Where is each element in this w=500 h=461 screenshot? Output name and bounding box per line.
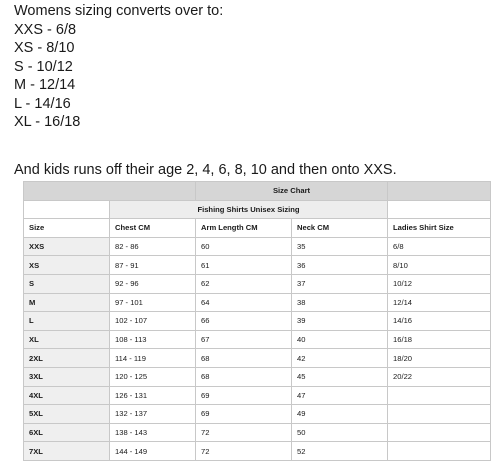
table-cell: 10/12: [388, 274, 491, 293]
table-cell: 114 - 119: [110, 349, 196, 368]
table-cell: 42: [292, 349, 388, 368]
table-cell: 72: [196, 442, 292, 461]
column-header: Size: [24, 219, 110, 238]
table-cell: 38: [292, 293, 388, 312]
table-cell: 6/8: [388, 237, 491, 256]
table-cell: 102 - 107: [110, 312, 196, 331]
size-chart-header-row: [24, 219, 491, 238]
size-label: 2XL: [24, 349, 110, 368]
table-cell: 64: [196, 293, 292, 312]
table-cell: 68: [196, 367, 292, 386]
womens-line: XL - 16/18: [14, 114, 81, 130]
womens-intro: Womens sizing converts over to:: [14, 3, 224, 19]
table-cell: 20/22: [388, 367, 491, 386]
table-cell: 82 - 86: [110, 237, 196, 256]
column-header: Chest CM: [110, 219, 196, 238]
size-label: XXS: [24, 237, 110, 256]
size-chart-title: Size Chart: [196, 182, 388, 201]
size-label: XS: [24, 256, 110, 275]
table-cell: 144 - 149: [110, 442, 196, 461]
column-header: Neck CM: [292, 219, 388, 238]
size-label: M: [24, 293, 110, 312]
table-cell: 36: [292, 256, 388, 275]
table-row: [24, 423, 491, 442]
size-label: 5XL: [24, 405, 110, 424]
table-cell: [388, 386, 491, 405]
table-cell: 68: [196, 349, 292, 368]
kids-sizing-note: And kids runs off their age 2, 4, 6, 8, 10 and then onto XXS.: [14, 162, 397, 178]
table-cell: 35: [292, 237, 388, 256]
table-cell: 8/10: [388, 256, 491, 275]
table-row: [24, 330, 491, 349]
table-cell: 92 - 96: [110, 274, 196, 293]
table-cell: 108 - 113: [110, 330, 196, 349]
table-cell: [388, 423, 491, 442]
size-label: 3XL: [24, 367, 110, 386]
womens-line: M - 12/14: [14, 77, 76, 93]
table-row: [24, 386, 491, 405]
table-row: [24, 405, 491, 424]
table-row: [24, 256, 491, 275]
table-cell: 37: [292, 274, 388, 293]
table-cell: 49: [292, 405, 388, 424]
size-chart-table: [23, 181, 491, 461]
table-row: [24, 237, 491, 256]
size-chart-subtitle: Fishing Shirts Unisex Sizing: [110, 200, 388, 219]
table-cell: 69: [196, 386, 292, 405]
table-cell: 138 - 143: [110, 423, 196, 442]
column-header: Ladies Shirt Size: [388, 219, 491, 238]
womens-sizing-notes: [14, 2, 223, 132]
table-cell: 97 - 101: [110, 293, 196, 312]
size-chart-subtitle-row: [24, 200, 491, 219]
table-cell: 67: [196, 330, 292, 349]
womens-line: S - 10/12: [14, 58, 73, 75]
table-row: [24, 274, 491, 293]
table-cell: 50: [292, 423, 388, 442]
womens-line: XXS - 6/8: [14, 21, 77, 38]
size-label: 4XL: [24, 386, 110, 405]
table-cell: 47: [292, 386, 388, 405]
table-cell: 62: [196, 274, 292, 293]
table-cell: 69: [196, 405, 292, 424]
table-cell: [388, 442, 491, 461]
table-cell: 66: [196, 312, 292, 331]
column-header: Arm Length CM: [196, 219, 292, 238]
table-cell: 87 - 91: [110, 256, 196, 275]
table-cell: 12/14: [388, 293, 491, 312]
size-label: 6XL: [24, 423, 110, 442]
womens-line: XS - 8/10: [14, 40, 75, 56]
table-cell: 52: [292, 442, 388, 461]
womens-line: L - 14/16: [14, 95, 71, 112]
table-cell: 45: [292, 367, 388, 386]
size-label: 7XL: [24, 442, 110, 461]
size-chart-title-row: [24, 182, 491, 201]
table-cell: 126 - 131: [110, 386, 196, 405]
table-cell: 39: [292, 312, 388, 331]
table-row: [24, 367, 491, 386]
table-row: [24, 349, 491, 368]
table-cell: [388, 405, 491, 424]
size-label: XL: [24, 330, 110, 349]
table-cell: 60: [196, 237, 292, 256]
table-cell: 40: [292, 330, 388, 349]
size-label: L: [24, 312, 110, 331]
table-cell: 61: [196, 256, 292, 275]
table-row: [24, 442, 491, 461]
table-cell: 120 - 125: [110, 367, 196, 386]
table-row: [24, 293, 491, 312]
table-cell: 16/18: [388, 330, 491, 349]
size-label: S: [24, 274, 110, 293]
table-cell: 18/20: [388, 349, 491, 368]
table-cell: 14/16: [388, 312, 491, 331]
table-row: [24, 312, 491, 331]
table-cell: 132 - 137: [110, 405, 196, 424]
table-cell: 72: [196, 423, 292, 442]
